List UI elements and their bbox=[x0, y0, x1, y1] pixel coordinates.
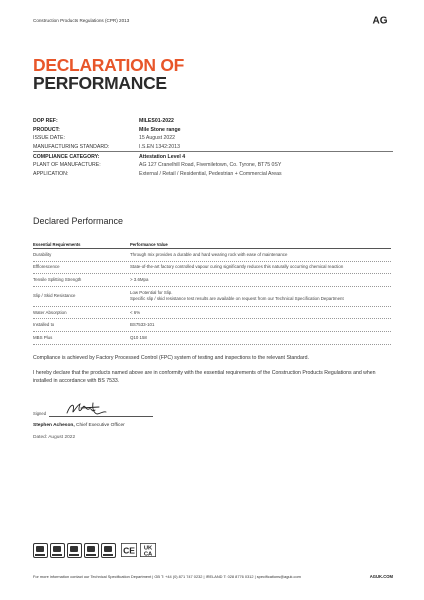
detail-value: Mile Stone range bbox=[139, 126, 181, 133]
compliance-text: Compliance is achieved by Factory Processed Control (FPC) system of testing and inspections to the relevant Standard. bbox=[33, 355, 309, 361]
signer-name: Stephen Acheson, bbox=[33, 423, 75, 428]
title-line-1: DECLARATION OF bbox=[33, 55, 185, 75]
handwritten-signature bbox=[63, 401, 109, 418]
detail-value: 15 August 2022 bbox=[139, 135, 176, 142]
ce-mark-icon bbox=[121, 543, 137, 557]
header-performance-value: Performance Value bbox=[130, 241, 168, 247]
requirement-cell: Durability bbox=[33, 251, 52, 257]
detail-value: External / Retail / Residential, Pedestrian + Commercial Areas bbox=[139, 170, 282, 177]
header-essential-requirements: Essential Requirements bbox=[33, 241, 81, 247]
title-line-2: PERFORMANCE bbox=[33, 73, 167, 93]
detail-value: AG 127 Cranelhill Road, Fivemiletown, Co. Tyrone, BT75 0SY bbox=[139, 162, 282, 169]
table-row bbox=[33, 274, 391, 287]
detail-row bbox=[33, 143, 393, 153]
performance-cell bbox=[130, 322, 391, 328]
requirement-cell: Efflorescence bbox=[33, 264, 60, 270]
detail-label: APPLICATION: bbox=[33, 170, 69, 177]
detail-row bbox=[33, 170, 393, 179]
detail-value: Attestation Level 4 bbox=[139, 153, 186, 160]
table-row bbox=[33, 307, 391, 320]
table-row bbox=[33, 262, 391, 275]
performance-value: Q10 158 bbox=[130, 334, 147, 340]
document-title bbox=[33, 56, 184, 92]
detail-row bbox=[33, 134, 393, 143]
detail-value: MILES01-2022 bbox=[139, 118, 174, 125]
svg-text:AG: AG bbox=[372, 15, 388, 25]
footer-contact: For more information contact our Technical Specification Department | GB T: +44 (0) 871 747 0232 | IRELAND T: 028 8776 0312 | specifications@aguk.com bbox=[33, 574, 301, 579]
table-row bbox=[33, 287, 391, 307]
detail-label: ISSUE DATE: bbox=[33, 135, 65, 142]
detail-value: I.S.EN 1342:2013 bbox=[139, 144, 180, 151]
performance-cell bbox=[130, 264, 391, 270]
performance-cell bbox=[130, 252, 391, 258]
performance-cell bbox=[130, 310, 391, 316]
detail-row bbox=[33, 152, 393, 161]
performance-value: < 6% bbox=[130, 309, 141, 315]
declared-performance-title: Declared Performance bbox=[33, 216, 124, 226]
detail-label: MANUFACTURING STANDARD: bbox=[33, 144, 110, 151]
detail-label: PRODUCT: bbox=[33, 126, 60, 133]
performance-value: Through mix provides a durable and hard wearing rock with ease of maintenance bbox=[130, 251, 288, 257]
svg-text:CE: CE bbox=[123, 545, 135, 556]
svg-text:CA: CA bbox=[143, 551, 153, 557]
ag-logo bbox=[369, 15, 391, 25]
signed-label: Signed bbox=[33, 411, 47, 416]
detail-row bbox=[33, 161, 393, 170]
signature-block bbox=[33, 405, 173, 419]
signature-date: Dated: August 2022 bbox=[33, 435, 76, 440]
performance-value: > 3.6Mpa bbox=[130, 276, 149, 282]
performance-table bbox=[33, 240, 391, 345]
performance-value: State-of-the-art factory controlled vapour curing significantly reduces this naturally occurring chemical reaction bbox=[130, 264, 344, 270]
website-link[interactable]: AGUK.COM bbox=[369, 574, 393, 579]
table-header bbox=[33, 240, 391, 249]
cert-icon-4 bbox=[84, 543, 99, 558]
performance-value: BS7533-101 bbox=[130, 322, 155, 328]
table-row bbox=[33, 319, 391, 332]
cert-icon-2 bbox=[50, 543, 65, 558]
table-row bbox=[33, 249, 391, 262]
ukca-mark-icon bbox=[140, 543, 156, 557]
product-details bbox=[33, 117, 393, 178]
requirement-cell: MBS Plus bbox=[33, 334, 53, 340]
detail-label: PLANT OF MANUFACTURE: bbox=[33, 162, 101, 169]
certification-marks bbox=[33, 543, 156, 557]
requirement-cell: Installed to bbox=[33, 322, 55, 328]
signer-details bbox=[33, 422, 125, 429]
performance-note: Specific slip / skid resistance test results are available on request from our Technical Specification Department bbox=[130, 296, 344, 302]
signer-role: Chief Executive Officer bbox=[76, 423, 125, 428]
performance-cell bbox=[130, 335, 391, 341]
detail-label: COMPLIANCE CATEGORY: bbox=[33, 153, 100, 160]
performance-value: Low Potential for Slip. bbox=[130, 290, 173, 296]
requirement-cell: Water Absorption bbox=[33, 309, 67, 315]
table-body bbox=[33, 249, 391, 345]
detail-row bbox=[33, 117, 393, 126]
requirement-cell: Tensile Splitting Strength bbox=[33, 276, 82, 282]
cert-icon-3 bbox=[67, 543, 82, 558]
detail-label: DOP REF: bbox=[33, 118, 58, 125]
svg-text:UK: UK bbox=[143, 545, 153, 552]
footer bbox=[33, 574, 393, 579]
detail-row bbox=[33, 126, 393, 135]
requirement-cell: Slip / Skid Resistance bbox=[33, 293, 76, 299]
declaration-text: I hereby declare that the products named above are in conformity with the essential requirements of the Construction Products Regulations and when installed in accordance with BS 7533. bbox=[33, 370, 376, 384]
table-row bbox=[33, 332, 391, 345]
cert-icon-5 bbox=[101, 543, 116, 558]
performance-cell bbox=[130, 277, 391, 283]
regulation-header: Construction Products Regulations (CPR) 2013 bbox=[33, 18, 130, 23]
cert-icon-1 bbox=[33, 543, 48, 558]
performance-cell bbox=[130, 290, 391, 302]
